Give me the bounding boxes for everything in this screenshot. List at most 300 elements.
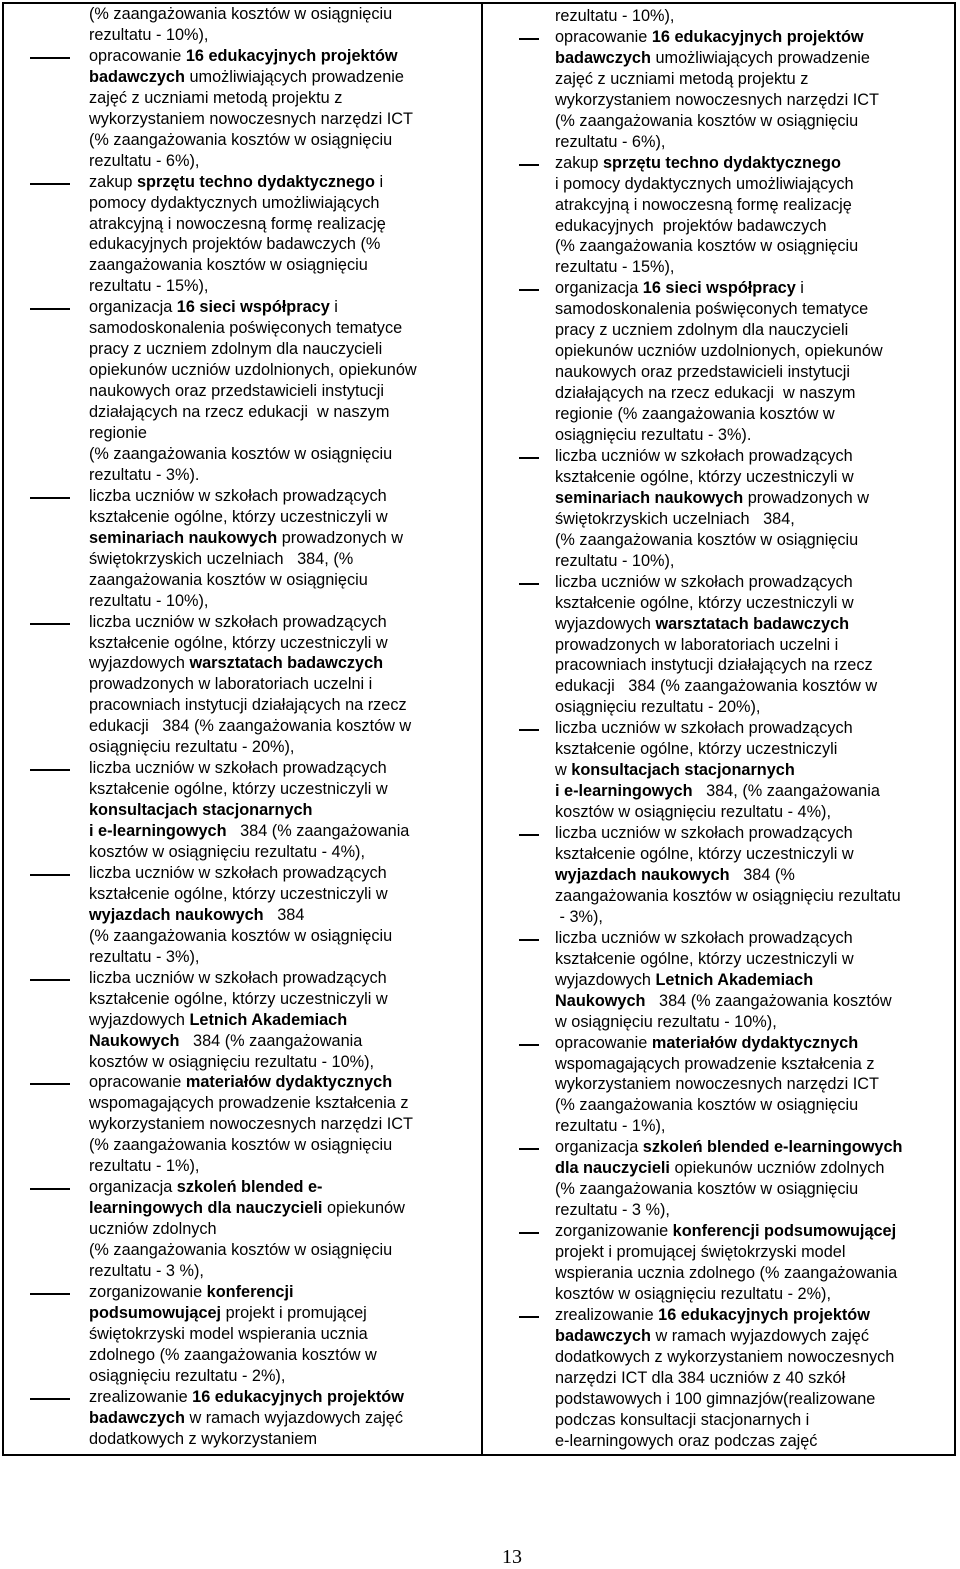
text-span: projekt i promującej świętokrzyski model [555,1243,846,1262]
text-line [89,1114,479,1135]
text-span: kosztów w osiągnięciu rezultatu - 4%), [89,843,365,861]
text-span: pracowniach instytucji działających na rzecz [89,696,407,715]
text-span: umożliwiających prowadzenie [650,48,870,67]
text-span: wykorzystaniem nowoczesnych narzędzi ICT [555,1075,879,1094]
text-span: kosztów w osiągnięciu rezultatu - 10%), [89,1052,375,1071]
text-span: pracy z uczniem zdolnym dla nauczycieli [89,340,383,359]
bullet-dash [519,939,539,941]
text-span: naukowych oraz przedstawicieli instytucji [555,363,850,382]
text-line [555,383,956,404]
text-line [89,465,479,486]
text-span: (% zaangażowania kosztów w osiągnięciu [89,1241,393,1260]
text-line [89,612,479,633]
text-line [555,467,956,488]
text-line [89,214,479,235]
text-line [555,1137,956,1158]
text-span: 384 (% zaangażowania [179,1031,363,1050]
text-span: regionie [89,424,147,442]
text-line [555,739,956,760]
text-span: podczas konsultacji stacjonarnych i [555,1410,810,1429]
bullet-dash [519,1148,539,1150]
text-line [555,551,956,572]
text-line [89,193,479,214]
bullet-dash [519,38,539,40]
bold-text: warsztatach badawczych [189,654,384,673]
text-span: samodoskonalenia poświęconych tematyce [89,319,403,338]
text-span: organizacja [89,298,177,317]
text-span: kształcenie ogólne, którzy uczestniczyli w [555,949,854,968]
text-line [555,1305,956,1326]
text-line [89,444,479,465]
text-span: liczba uczniów w szkołach prowadzących [89,486,387,505]
text-line [555,1012,956,1033]
text-line [555,655,956,676]
text-span: w [555,761,572,780]
text-line [555,949,956,970]
text-line [89,1072,479,1093]
text-line [89,1429,479,1450]
text-line [555,572,956,593]
text-span: zakup [89,172,137,191]
text-span: opiekunów uczniów uzdolnionych, opiekunów [89,361,417,380]
text-span: liczba uczniów w szkołach prowadzących [555,928,853,947]
text-line [89,1366,479,1387]
bold-text: Letnich Akademiach [189,1010,348,1029]
text-line [89,360,479,381]
bullet-dash [30,183,70,185]
text-line [555,132,956,153]
text-line [89,46,479,67]
text-line [89,1177,479,1198]
text-line [89,423,479,444]
text-span: - 3%), [555,907,603,926]
text-span: zorganizowanie [89,1282,207,1301]
text-line [89,716,479,737]
text-line [555,1116,956,1137]
bold-text: badawczych [555,48,651,67]
text-line [555,362,956,383]
text-span: rezultatu - 3 %), [555,1201,670,1220]
text-span: rezultatu - 1%), [555,1117,666,1136]
text-line [89,25,479,46]
text-line [555,236,956,257]
bullet-dash [30,623,70,625]
text-span: w ramach wyjazdowych zajęć [184,1408,403,1427]
text-line [555,1326,956,1347]
text-span: samodoskonalenia poświęconych tematyce [555,300,869,319]
bold-text: seminariach naukowych [89,528,278,547]
bullet-dash [30,979,70,981]
text-line [555,991,956,1012]
text-span: narzędzi ICT dla 384 uczniów z 40 szkół [555,1368,846,1387]
text-line [89,758,479,779]
text-span: wyjazdowych [555,970,656,989]
bold-text: podsumowującej [89,1303,222,1322]
text-line [555,1074,956,1095]
text-line [89,737,479,758]
text-line [555,865,956,886]
text-span: pracowniach instytucji działających na rzecz [555,656,873,675]
two-column-table [2,2,956,1456]
bold-text: i e-learningowych [555,782,693,801]
text-span: wyjazdowych [89,654,190,673]
text-span: świętokrzyskich uczelniach 384, [555,509,795,528]
text-span: zrealizowanie [555,1305,659,1324]
text-line [89,905,479,926]
text-line [555,1347,956,1368]
text-span: wykorzystaniem nowoczesnych narzędzi ICT [89,109,413,128]
text-line [89,67,479,88]
text-line [89,1303,479,1324]
bold-text: 16 edukacyjnych projektów [192,1387,404,1406]
text-line [555,446,956,467]
bold-text: 16 edukacyjnych projektów [658,1305,870,1324]
text-span: dodatkowych z wykorzystaniem [89,1429,318,1448]
text-span: kosztów w osiągnięciu rezultatu - 4%), [555,803,831,822]
text-line [89,1240,479,1261]
text-span: zaangażowania kosztów w osiągnięciu [89,256,368,275]
bullet-dash [519,1316,539,1318]
text-span: świętokrzyskich uczelniach 384, (% [89,549,354,568]
bold-text: wyjazdach naukowych [89,905,264,924]
text-line [555,278,956,299]
bold-text: konsultacjach stacjonarnych [89,801,313,820]
text-line [89,1324,479,1345]
text-line [89,276,479,297]
text-line [555,48,956,69]
text-span: liczba uczniów w szkołach prowadzących [555,824,853,843]
bullet-dash [519,1044,539,1046]
text-span: 384 (% [729,865,795,884]
text-line [555,27,956,48]
text-line [89,1198,479,1219]
text-line [555,1410,956,1431]
bullet-dash [30,1188,70,1190]
text-span: naukowych oraz przedstawicieli instytucji [89,382,384,401]
bold-text: konsultacjach stacjonarnych [571,761,795,780]
text-span: wspierania ucznia zdolnego (% zaangażowania [555,1264,898,1282]
text-span: podstawowych i 100 gimnazjów(realizowane [555,1389,876,1408]
bold-text: sprzętu techno dydaktycznego [136,172,375,191]
text-span: rezultatu - 10%), [89,25,209,44]
text-span: działających na rzecz edukacji w naszym [89,403,390,422]
text-line [555,1368,956,1389]
text-span: osiągnięciu rezultatu - 20%), [89,738,295,757]
text-line [555,614,956,635]
text-line [89,507,479,528]
text-line [89,381,479,402]
text-span: i [374,172,384,191]
text-line [555,1431,956,1452]
text-span: opiekunów uczniów zdolnych [669,1159,885,1178]
bullet-dash [519,1232,539,1234]
text-span: (% zaangażowania kosztów w osiągnięciu [89,1136,393,1155]
text-line [555,1200,956,1221]
text-line [89,653,479,674]
text-line [555,781,956,802]
text-line [555,1242,956,1263]
text-span: dodatkowych z wykorzystaniem nowoczesnych [555,1347,895,1366]
text-line [555,216,956,237]
bold-text: wyjazdach naukowych [555,865,730,884]
bold-text: seminariach naukowych [555,488,744,507]
text-span: rezultatu - 3 %), [89,1262,204,1280]
text-span: rezultatu - 3%), [89,947,200,966]
text-line [555,970,956,991]
text-line [555,488,956,509]
bullet-dash [30,57,70,59]
text-line [89,1093,479,1114]
text-span: (% zaangażowania kosztów w osiągnięciu [89,130,393,149]
text-span: liczba uczniów w szkołach prowadzących [555,446,853,465]
text-span: rezultatu - 10%), [555,551,675,570]
bullet-dash [30,769,70,771]
bullet-dash [519,457,539,459]
bold-text: dla nauczycieli [555,1159,670,1178]
text-span: działających na rzecz edukacji w naszym [555,384,856,403]
text-line [89,88,479,109]
text-span: zrealizowanie [89,1387,193,1406]
text-span: rezultatu - 15%), [89,277,209,296]
text-span: opracowanie [89,1073,186,1092]
text-span: prowadzonych w laboratoriach uczelni i [555,635,839,654]
text-line [555,299,956,320]
text-span: kosztów w osiągnięciu rezultatu - 2%), [555,1284,831,1303]
bold-text: 16 sieci współpracy [176,298,330,317]
text-line [89,549,479,570]
bullet-dash [519,164,539,166]
text-line [89,884,479,905]
bullet-dash [519,583,539,585]
text-span: kształcenie ogólne, którzy uczestniczyli w [555,593,854,612]
text-line [555,844,956,865]
right-column [483,4,956,1454]
text-line [89,863,479,884]
text-span: wykorzystaniem nowoczesnych narzędzi ICT [89,1115,413,1134]
text-line [89,821,479,842]
bold-text: learningowych dla nauczycieli [89,1199,323,1218]
text-line [89,234,479,255]
text-span: (% zaangażowania kosztów w osiągnięciu [89,926,393,945]
text-line [89,674,479,695]
text-span: osiągnięciu rezultatu - 2%), [89,1366,286,1385]
text-span: kształcenie ogólne, którzy uczestniczyli w [89,884,388,903]
text-span: rezultatu - 10%), [89,591,209,610]
bold-text: Naukowych [555,991,646,1010]
text-span: umożliwiających prowadzenie [184,67,404,86]
bold-text: 16 edukacyjnych projektów [651,27,864,46]
text-span: wspomagających prowadzenie kształcenia z [555,1054,875,1073]
text-line [89,1031,479,1052]
text-line [555,69,956,90]
text-span: rezultatu - 10%), [555,7,675,25]
text-line [89,130,479,151]
text-span: (% zaangażowania kosztów w osiągnięciu [89,444,393,463]
bold-text: materiałów dydaktycznych [185,1073,393,1092]
text-span: rezultatu - 3%). [89,465,200,484]
bold-text: Naukowych [89,1031,180,1050]
text-span: liczba uczniów w szkołach prowadzących [555,572,853,591]
text-line [555,404,956,425]
text-span: zaangażowania kosztów w osiągnięciu rezultatu [555,886,901,905]
text-span: e-learningowych oraz podczas zajęć [555,1431,818,1450]
text-line [89,402,479,423]
text-line [555,1284,956,1305]
bold-text: konferencji [206,1282,294,1301]
bullet-dash [30,1083,70,1085]
text-span: kształcenie ogólne, którzy uczestniczyli w [89,989,388,1008]
bold-text: szkoleń blended e-learningowych [642,1138,903,1157]
text-span: liczba uczniów w szkołach prowadzących [89,759,387,778]
text-span: i pomocy dydaktycznych umożliwiających [555,174,854,193]
text-line [555,1263,956,1284]
bold-text: materiałów dydaktycznych [651,1033,859,1052]
text-line [89,297,479,318]
bold-text: badawczych [89,67,185,86]
text-line [89,172,479,193]
text-span: kształcenie ogólne, którzy uczestniczyli w [89,507,388,526]
text-span: kształcenie ogólne, którzy uczestniczyli w [555,467,854,486]
text-line [555,635,956,656]
text-line [555,1389,956,1410]
bullet-dash [30,1293,70,1295]
text-span: atrakcyjną i nowoczesną formę realizację [555,195,852,214]
text-line [555,425,956,446]
text-span: zakup [555,153,603,172]
text-span: świętokrzyski model wspierania ucznia [89,1324,368,1343]
bullet-dash [30,497,70,499]
text-span: 384 [263,905,305,924]
text-line [555,697,956,718]
text-line [89,4,479,25]
text-line [555,593,956,614]
text-span: wyjazdowych [555,614,656,633]
text-span: organizacja [555,279,643,298]
text-span: prowadzonych w [743,488,870,507]
text-span: kształcenie ogólne, którzy uczestniczyli [555,740,838,759]
bold-text: 16 sieci współpracy [642,279,796,298]
text-line [89,1052,479,1073]
text-line [555,174,956,195]
text-span: 384 (% zaangażowania [226,822,410,841]
text-span: edukacyjnych projektów badawczych [555,216,827,235]
text-line [89,151,479,172]
text-span: uczniów zdolnych [89,1220,217,1239]
text-line [89,633,479,654]
left-column [4,4,479,1454]
text-span: w osiągnięciu rezultatu - 10%), [555,1012,777,1031]
text-line [555,1095,956,1116]
text-line [555,1221,956,1242]
text-span: opracowanie [555,1033,652,1052]
text-span: w ramach wyjazdowych zajęć [650,1326,869,1345]
text-span: liczba uczniów w szkołach prowadzących [89,863,387,882]
text-line [555,90,956,111]
text-line [89,1135,479,1156]
text-span: zajęć z uczniami metodą projektu z [555,69,809,88]
text-line [555,823,956,844]
bold-text: konferencji podsumowującej [672,1222,897,1241]
text-line [89,591,479,612]
bold-text: badawczych [555,1326,651,1345]
bold-text: sprzętu techno dydaktycznego [602,153,841,172]
text-line [89,255,479,276]
text-span: organizacja [89,1178,177,1197]
text-line [89,1219,479,1240]
text-span: wykorzystaniem nowoczesnych narzędzi ICT [555,90,879,109]
text-span: i [795,279,804,298]
text-span: (% zaangażowania kosztów w osiągnięciu [555,111,859,130]
bold-text: 16 edukacyjnych projektów [185,46,398,65]
text-span: prowadzonych w [277,528,404,547]
text-span: zajęć z uczniami metodą projektu z [89,88,343,107]
text-line [555,195,956,216]
text-line [555,1054,956,1075]
bullet-dash [30,874,70,876]
text-span: rezultatu - 6%), [89,151,200,170]
text-line [89,800,479,821]
text-line [555,907,956,928]
bold-text: badawczych [89,1408,185,1427]
text-span: kształcenie ogólne, którzy uczestniczyli w [555,845,854,863]
text-line [89,109,479,130]
text-line [89,842,479,863]
bullet-dash [30,1398,70,1400]
text-span: (% zaangażowania kosztów w osiągnięciu [555,237,859,256]
text-line [555,111,956,132]
text-span: zorganizowanie [555,1222,673,1241]
text-line [89,1387,479,1408]
text-line [555,341,956,362]
text-line [555,1158,956,1179]
text-line [89,926,479,947]
text-line [89,989,479,1010]
text-span: opracowanie [89,46,186,65]
text-span: zdolnego (% zaangażowania kosztów w [89,1345,377,1364]
text-span: liczba uczniów w szkołach prowadzących [89,968,387,987]
text-span: opracowanie [555,27,652,46]
text-line [89,318,479,339]
text-span: opiekunów [322,1199,405,1218]
text-span: zaangażowania kosztów w osiągnięciu [89,570,368,589]
text-span: rezultatu - 6%), [555,132,666,151]
text-span: opiekunów uczniów uzdolnionych, opiekunów [555,342,883,361]
bullet-dash [519,729,539,731]
page-number: 13 [502,1546,522,1568]
text-line [555,802,956,823]
text-line [555,530,956,551]
text-line [89,779,479,800]
text-span: (% zaangażowania kosztów w osiągnięciu [89,5,393,23]
text-line [555,257,956,278]
text-line [89,1261,479,1282]
text-line [555,676,956,697]
text-span: osiągnięciu rezultatu - 20%), [555,698,761,717]
text-span: edukacji 384 (% zaangażowania kosztów w [555,677,878,696]
text-span: pracy z uczniem zdolnym dla nauczycieli [555,321,849,340]
text-line [555,760,956,781]
text-span: regionie (% zaangażowania kosztów w [555,405,835,424]
text-span: (% zaangażowania kosztów w osiągnięciu [555,530,859,549]
text-span: pomocy dydaktycznych umożliwiających [89,193,380,212]
text-span: 384 (% zaangażowania kosztów [645,991,892,1010]
text-line [89,486,479,507]
text-line [555,1033,956,1054]
text-span: edukacyjnych projektów badawczych (% [89,235,381,254]
text-line [555,6,956,27]
text-span: liczba uczniów w szkołach prowadzących [89,612,387,631]
bold-text: Letnich Akademiach [655,970,814,989]
